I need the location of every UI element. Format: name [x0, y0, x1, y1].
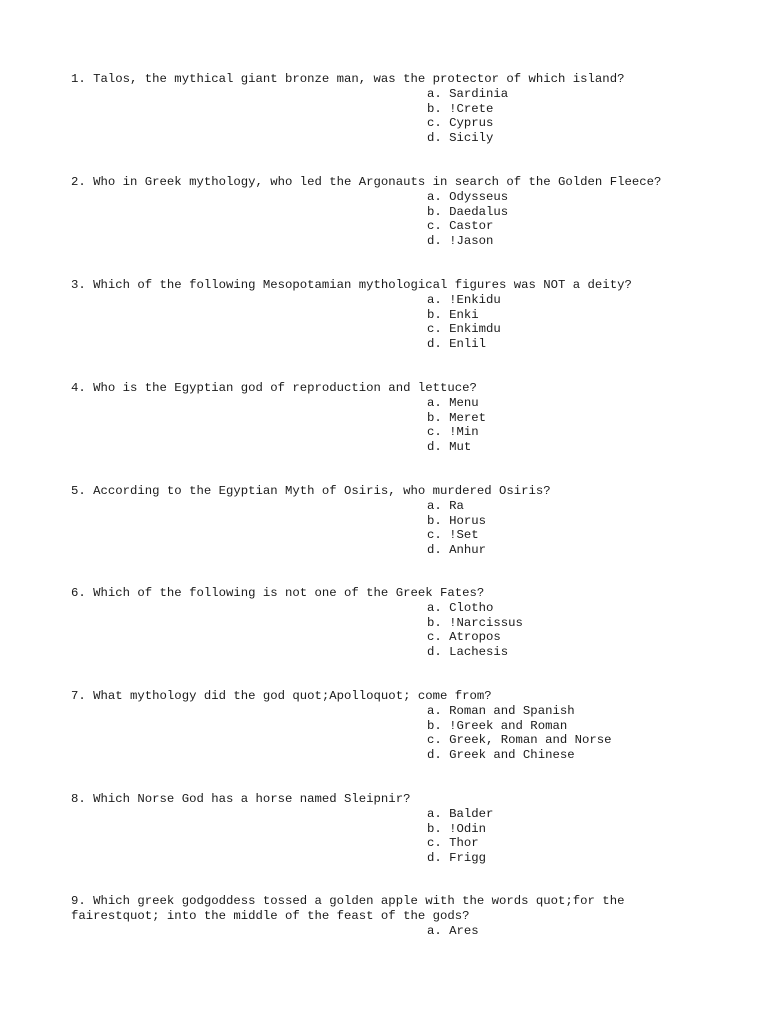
question-text: 6. Which of the following is not one of the Greek Fates?: [71, 586, 485, 600]
answer-option: b. Enki: [427, 307, 479, 322]
question-text: 7. What mythology did the god quot;Apolloquot; come from?: [71, 689, 492, 703]
answer-option: c. !Min: [427, 425, 479, 440]
answer-option: b. Meret: [427, 410, 487, 425]
answer-option: b. Horus: [427, 513, 487, 528]
question-2: [71, 175, 671, 249]
answer-options: [71, 499, 671, 558]
answer-option: a. Ra: [427, 499, 464, 513]
question-6: [71, 586, 671, 660]
answer-options: [71, 190, 671, 249]
question-text: 8. Which Norse God has a horse named Sleipnir?: [71, 792, 411, 806]
answer-option: d. Lachesis: [427, 645, 509, 660]
answer-option: c. Thor: [427, 836, 479, 851]
question-text: 2. Who in Greek mythology, who led the Argonauts in search of the Golden Fleece?: [71, 175, 662, 189]
answer-option: b. !Crete: [427, 101, 494, 116]
question-3: [71, 278, 671, 352]
answer-option: c. Atropos: [427, 630, 501, 645]
question-9: [71, 894, 671, 939]
answer-option: b. !Odin: [427, 821, 487, 836]
answer-options: [71, 807, 671, 866]
question-text: 1. Talos, the mythical giant bronze man, was the protector of which island?: [71, 72, 625, 86]
answer-option: d. Enlil: [427, 337, 487, 352]
answer-option: c. !Set: [427, 528, 479, 543]
answer-option: a. !Enkidu: [427, 293, 501, 307]
answer-option: d. Frigg: [427, 851, 487, 866]
answer-option: b. !Greek and Roman: [427, 718, 568, 733]
answer-option: a. Roman and Spanish: [427, 704, 575, 718]
answer-option: d. Mut: [427, 440, 472, 455]
answer-option: a. Ares: [427, 924, 479, 938]
answer-option: c. Castor: [427, 219, 494, 234]
answer-option: b. !Narcissus: [427, 615, 523, 630]
answer-option: b. Daedalus: [427, 204, 509, 219]
answer-options: [71, 396, 671, 455]
answer-option: d. Anhur: [427, 543, 487, 558]
question-7: [71, 689, 671, 763]
answer-option: a. Sardinia: [427, 87, 509, 101]
answer-option: c. Cyprus: [427, 116, 494, 131]
answer-option: d. Greek and Chinese: [427, 748, 575, 763]
answer-option: d. Sicily: [427, 131, 494, 146]
question-8: [71, 792, 671, 866]
question-text: 4. Who is the Egyptian god of reproduction and lettuce?: [71, 381, 477, 395]
answer-options: [71, 293, 671, 352]
question-text: 5. According to the Egyptian Myth of Osiris, who murdered Osiris?: [71, 484, 551, 498]
question-text: 9. Which greek godgoddess tossed a golden apple with the words quot;for the fairestquot; into the middle of the feast of the gods?: [71, 894, 625, 923]
answer-option: a. Balder: [427, 807, 494, 821]
answer-option: c. Greek, Roman and Norse: [427, 733, 612, 748]
question-5: [71, 484, 671, 558]
answer-options: [71, 601, 671, 660]
question-text: 3. Which of the following Mesopotamian mythological figures was NOT a deity?: [71, 278, 632, 292]
answer-options: [71, 87, 671, 146]
answer-option: d. !Jason: [427, 234, 494, 249]
answer-option: a. Menu: [427, 396, 479, 410]
answer-option: a. Odysseus: [427, 190, 509, 204]
question-1: [71, 72, 671, 146]
question-4: [71, 381, 671, 455]
answer-options: [71, 704, 671, 763]
answer-option: a. Clotho: [427, 601, 494, 615]
answer-option: c. Enkimdu: [427, 322, 501, 337]
answer-options: [71, 924, 671, 939]
